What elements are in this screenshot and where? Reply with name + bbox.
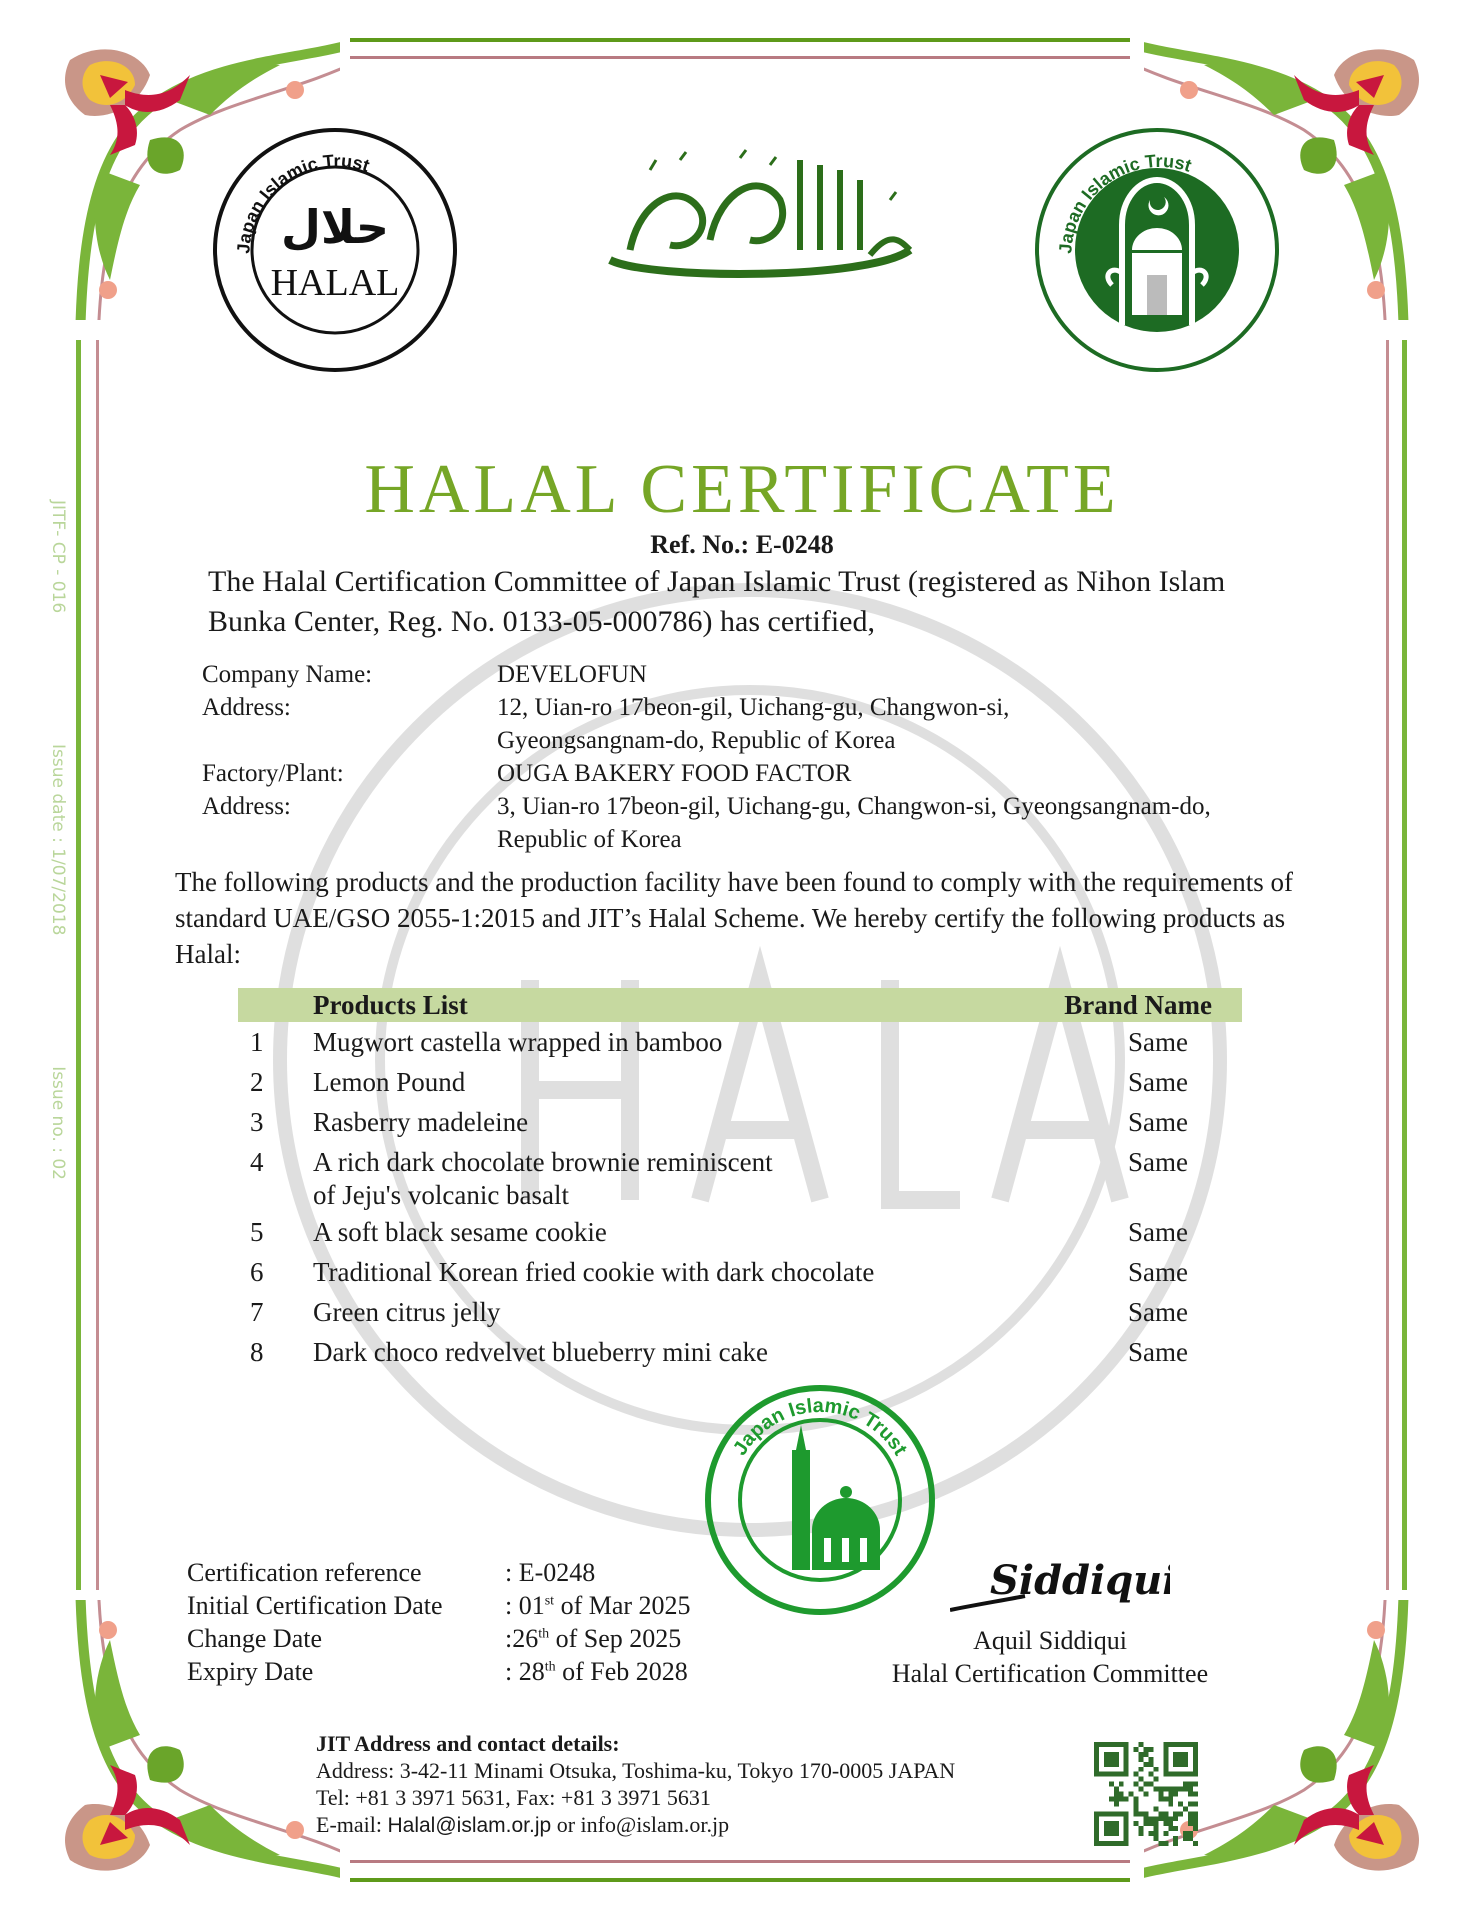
signatory-block <box>870 1624 1230 1690</box>
qr-module <box>1139 1826 1144 1831</box>
company-name-value: DEVELOFUN <box>497 661 647 688</box>
bismillah-calligraphy-icon <box>590 130 930 290</box>
company-address-line1: 12, Uian-ro 17beon-gil, Uichang-gu, Changwon-si, <box>497 694 1010 721</box>
qr-module <box>1109 1782 1114 1787</box>
product-name <box>313 1292 1042 1332</box>
product-brand: Same <box>1128 1027 1188 1057</box>
qr-module <box>1139 1757 1144 1762</box>
border-bottom-green <box>350 1878 1130 1882</box>
qr-module <box>1168 1787 1173 1792</box>
qr-module <box>1183 1836 1188 1841</box>
certificate-title-text: HALAL CERTIFICATE <box>364 451 1120 528</box>
product-name-line1: Lemon Pound <box>313 1067 466 1097</box>
change-date-row <box>187 1622 691 1655</box>
qr-module <box>1168 1816 1173 1821</box>
expiry-date-row <box>187 1655 691 1688</box>
qr-module <box>1109 1796 1114 1801</box>
qr-module <box>1158 1841 1163 1846</box>
product-name-line2: of Jeju's volcanic basalt <box>313 1180 570 1210</box>
product-number: 4 <box>250 1147 264 1177</box>
product-row <box>238 1292 1242 1332</box>
company-address-row <box>202 691 1322 757</box>
qr-module <box>1148 1816 1153 1821</box>
company-address-line2: Gyeongsangnam-do, Republic of Korea <box>497 727 896 754</box>
product-brand: Same <box>1128 1107 1188 1137</box>
seal-ring-text: Japan Islamic Trust <box>1055 150 1194 255</box>
cert-ref-value: : E-0248 <box>505 1558 596 1587</box>
qr-module <box>1183 1787 1188 1792</box>
qr-module <box>1193 1826 1198 1831</box>
seal-halal-text: HALAL <box>270 262 400 304</box>
qr-module <box>1158 1796 1163 1801</box>
qr-module <box>1173 1816 1178 1821</box>
qr-module <box>1163 1796 1168 1801</box>
signature-text: Siddiqui <box>990 1557 1170 1604</box>
qr-module <box>1153 1777 1158 1782</box>
qr-module <box>1144 1792 1149 1797</box>
qr-module <box>1188 1782 1193 1787</box>
product-name-line1: Traditional Korean fried cookie with dark chocolate <box>313 1257 875 1287</box>
intro-statement: The Halal Certification Committee of Japan Islamic Trust (registered as Nihon Islam Bunka Center, Reg. No. 0133-05-000786) has certified, <box>208 565 1226 638</box>
factory-address-row <box>202 790 1322 856</box>
qr-module <box>1114 1787 1119 1792</box>
qr-module <box>1178 1811 1183 1816</box>
qr-module <box>1188 1801 1193 1806</box>
qr-module <box>1148 1762 1153 1767</box>
qr-module <box>1193 1782 1198 1787</box>
products-table-header <box>238 988 1242 1022</box>
qr-module <box>1173 1792 1178 1797</box>
qr-module <box>1144 1752 1149 1757</box>
change-date-value: :26th of Sep 2025 <box>505 1624 682 1653</box>
product-name-line1: Rasberry madeleine <box>313 1107 529 1137</box>
initial-date-label: Initial Certification Date <box>187 1591 443 1620</box>
qr-module <box>1144 1811 1149 1816</box>
product-brand: Same <box>1128 1297 1188 1327</box>
qr-module <box>1173 1787 1178 1792</box>
qr-module <box>1188 1816 1193 1821</box>
contact-phone: Tel: +81 3 3971 5631, Fax: +81 3 3971 5631 <box>316 1785 711 1810</box>
qr-module <box>1188 1821 1193 1826</box>
qr-module <box>1134 1747 1139 1752</box>
header-products-list: Products List <box>313 989 468 1020</box>
side-form-info <box>38 500 68 1180</box>
qr-module <box>1148 1831 1153 1836</box>
qr-module <box>1144 1762 1149 1767</box>
border-bottom-pink <box>350 1860 1130 1863</box>
product-row <box>238 1102 1242 1142</box>
seal-arabic-halal: حلال <box>281 200 389 254</box>
qr-module <box>1183 1806 1188 1811</box>
qr-module <box>1153 1767 1158 1772</box>
product-number: 6 <box>250 1257 264 1287</box>
border-top-pink <box>350 56 1130 59</box>
reference-number: Ref. No.: E-0248 <box>650 530 834 559</box>
qr-module <box>1144 1816 1149 1821</box>
qr-module <box>1158 1792 1163 1797</box>
jit-official-stamp <box>700 1380 940 1620</box>
border-top-green <box>350 38 1130 42</box>
qr-module <box>1134 1772 1139 1777</box>
factory-address-line1: 3, Uian-ro 17beon-gil, Uichang-gu, Changwon-si, Gyeongsangnam-do, <box>497 793 1211 820</box>
qr-module <box>1163 1841 1168 1846</box>
product-row <box>238 1212 1242 1252</box>
contact-heading: JIT Address and contact details: <box>316 1731 620 1756</box>
company-name-label: Company Name: <box>202 661 373 688</box>
qr-module <box>1148 1782 1153 1787</box>
qr-module <box>1163 1787 1168 1792</box>
company-address-label: Address: <box>202 694 291 721</box>
factory-row <box>202 757 1322 790</box>
company-address-value <box>497 691 1322 757</box>
qr-module <box>1163 1831 1168 1836</box>
product-brand: Same <box>1128 1147 1188 1177</box>
qr-module <box>1148 1821 1153 1826</box>
contact-details <box>316 1730 955 1839</box>
qr-module <box>1134 1806 1139 1811</box>
qr-module <box>1168 1792 1173 1797</box>
email-info-link[interactable]: info@islam.or.jp <box>580 1812 730 1837</box>
qr-module <box>1119 1796 1124 1801</box>
qr-module <box>1124 1796 1129 1801</box>
qr-module <box>1193 1801 1198 1806</box>
qr-module <box>1163 1816 1168 1821</box>
products-table <box>238 988 1242 1372</box>
product-name <box>313 1142 1042 1212</box>
product-number: 3 <box>250 1107 264 1137</box>
email-or: or <box>551 1812 581 1837</box>
qr-module <box>1153 1831 1158 1836</box>
qr-module <box>1193 1841 1198 1846</box>
product-row <box>238 1252 1242 1292</box>
qr-module <box>1114 1801 1119 1806</box>
qr-module <box>1134 1801 1139 1806</box>
qr-module <box>1188 1787 1193 1792</box>
product-name-line1: Mugwort castella wrapped in bamboo <box>313 1027 723 1057</box>
qr-module <box>1173 1836 1178 1841</box>
product-name-line1: Green citrus jelly <box>313 1297 501 1327</box>
qr-module <box>1183 1831 1188 1836</box>
product-row <box>238 1332 1242 1372</box>
product-number: 8 <box>250 1337 264 1367</box>
qr-module <box>1129 1792 1134 1797</box>
factory-address-label: Address: <box>202 793 291 820</box>
product-name <box>313 1252 1042 1292</box>
qr-module <box>1144 1821 1149 1826</box>
qr-module <box>1168 1821 1173 1826</box>
qr-module <box>1139 1752 1144 1757</box>
qr-module <box>1114 1796 1119 1801</box>
product-name <box>313 1332 1042 1372</box>
qr-module <box>1153 1836 1158 1841</box>
product-row <box>238 1062 1242 1102</box>
qr-module <box>1163 1811 1168 1816</box>
qr-module <box>1158 1787 1163 1792</box>
qr-module <box>1153 1816 1158 1821</box>
qr-module <box>1158 1811 1163 1816</box>
product-brand: Same <box>1128 1337 1188 1367</box>
qr-module <box>1153 1826 1158 1831</box>
qr-module <box>1134 1811 1139 1816</box>
qr-module <box>1134 1821 1139 1826</box>
qr-module <box>1173 1841 1178 1846</box>
form-code: JITF- CP - 016 <box>48 500 68 614</box>
qr-module <box>1193 1821 1198 1826</box>
signatory-name: Aquil Siddiqui <box>973 1626 1127 1655</box>
email-halal-link[interactable]: Halal@islam.or.jp <box>387 1814 552 1837</box>
qr-module <box>1168 1796 1173 1801</box>
change-date-label: Change Date <box>187 1624 323 1653</box>
qr-module <box>1188 1811 1193 1816</box>
qr-module <box>1163 1821 1168 1826</box>
product-number: 1 <box>250 1027 264 1057</box>
initial-date-value: : 01st of Mar 2025 <box>505 1591 691 1620</box>
product-name <box>313 1102 1042 1142</box>
contact-address: Address: 3-42-11 Minami Otsuka, Toshima-ku, Tokyo 170-0005 JAPAN <box>316 1758 956 1783</box>
qr-module <box>1183 1782 1188 1787</box>
qr-module <box>1139 1811 1144 1816</box>
company-info <box>202 658 1322 856</box>
company-name-row <box>202 658 1322 691</box>
qr-module <box>1119 1792 1124 1797</box>
qr-module <box>1188 1792 1193 1797</box>
seal-ring-text: Japan Islamic Trust <box>233 150 372 255</box>
qr-module <box>1178 1787 1183 1792</box>
qr-module <box>1144 1747 1149 1752</box>
qr-module <box>1153 1821 1158 1826</box>
product-name <box>313 1212 1042 1252</box>
factory-label: Factory/Plant: <box>202 760 344 787</box>
halal-logo-seal <box>210 125 460 375</box>
qr-module <box>1134 1782 1139 1787</box>
qr-module <box>1114 1792 1119 1797</box>
qr-module <box>1148 1757 1153 1762</box>
factory-value: OUGA BAKERY FOOD FACTOR <box>497 760 852 787</box>
jit-logo-seal <box>1032 125 1282 375</box>
product-name-line1: Dark choco redvelvet blueberry mini cake <box>313 1337 769 1367</box>
qr-module <box>1139 1742 1144 1747</box>
qr-module <box>1173 1811 1178 1816</box>
factory-address-value <box>497 790 1322 856</box>
stamp-ring-text: Japan Islamic Trust <box>728 1394 912 1460</box>
product-number: 2 <box>250 1067 264 1097</box>
qr-module <box>1139 1777 1144 1782</box>
issue-number: Issue no. : 02 <box>48 1066 68 1180</box>
qr-module <box>1144 1782 1149 1787</box>
qr-module <box>1193 1816 1198 1821</box>
qr-module <box>1193 1792 1198 1797</box>
qr-module <box>1134 1796 1139 1801</box>
qr-module <box>1168 1826 1173 1831</box>
qr-module <box>1153 1806 1158 1811</box>
qr-module <box>1153 1787 1158 1792</box>
expiry-date-value: : 28th of Feb 2028 <box>505 1657 688 1686</box>
qr-module <box>1158 1816 1163 1821</box>
certificate-title <box>0 452 1484 528</box>
factory-address-line2: Republic of Korea <box>497 826 682 853</box>
product-brand: Same <box>1128 1217 1188 1247</box>
cert-ref-label: Certification reference <box>187 1558 422 1587</box>
signature-icon <box>950 1538 1170 1618</box>
qr-module <box>1139 1831 1144 1836</box>
initial-date-row <box>187 1589 691 1622</box>
product-brand: Same <box>1128 1067 1188 1097</box>
qr-module <box>1168 1801 1173 1806</box>
qr-module <box>1148 1772 1153 1777</box>
qr-module <box>1119 1782 1124 1787</box>
product-row <box>238 1142 1242 1212</box>
product-number: 7 <box>250 1297 264 1327</box>
product-number: 5 <box>250 1217 264 1247</box>
compliance-statement: The following products and the production facility have been found to comply with the requirements of standard UAE/GSO 2055-1:2015 and JIT’s Halal Scheme. We hereby certify the following products as Halal: <box>175 867 1293 969</box>
qr-module <box>1139 1787 1144 1792</box>
issue-date: Issue date : 1/07/2018 <box>48 744 68 936</box>
product-name <box>313 1062 1042 1102</box>
qr-module <box>1188 1836 1193 1841</box>
expiry-date-label: Expiry Date <box>187 1657 314 1686</box>
qr-module <box>1148 1747 1153 1752</box>
email-label: E-mail: <box>316 1812 388 1837</box>
qr-module <box>1188 1831 1193 1836</box>
product-name-line1: A rich dark chocolate brownie reminiscent <box>313 1147 773 1177</box>
cert-ref-row <box>187 1556 691 1589</box>
qr-code-icon[interactable] <box>1094 1742 1198 1846</box>
signatory-committee: Halal Certification Committee <box>891 1659 1209 1688</box>
certification-dates <box>187 1556 691 1688</box>
qr-module <box>1178 1801 1183 1806</box>
product-name-line1: A soft black sesame cookie <box>313 1217 607 1247</box>
qr-module <box>1193 1811 1198 1816</box>
qr-module <box>1173 1826 1178 1831</box>
product-name <box>313 1022 1042 1062</box>
header-brand-name: Brand Name <box>1064 989 1212 1020</box>
contact-email <box>316 1811 955 1839</box>
qr-module <box>1139 1767 1144 1772</box>
product-brand: Same <box>1128 1257 1188 1287</box>
product-row <box>238 1022 1242 1062</box>
